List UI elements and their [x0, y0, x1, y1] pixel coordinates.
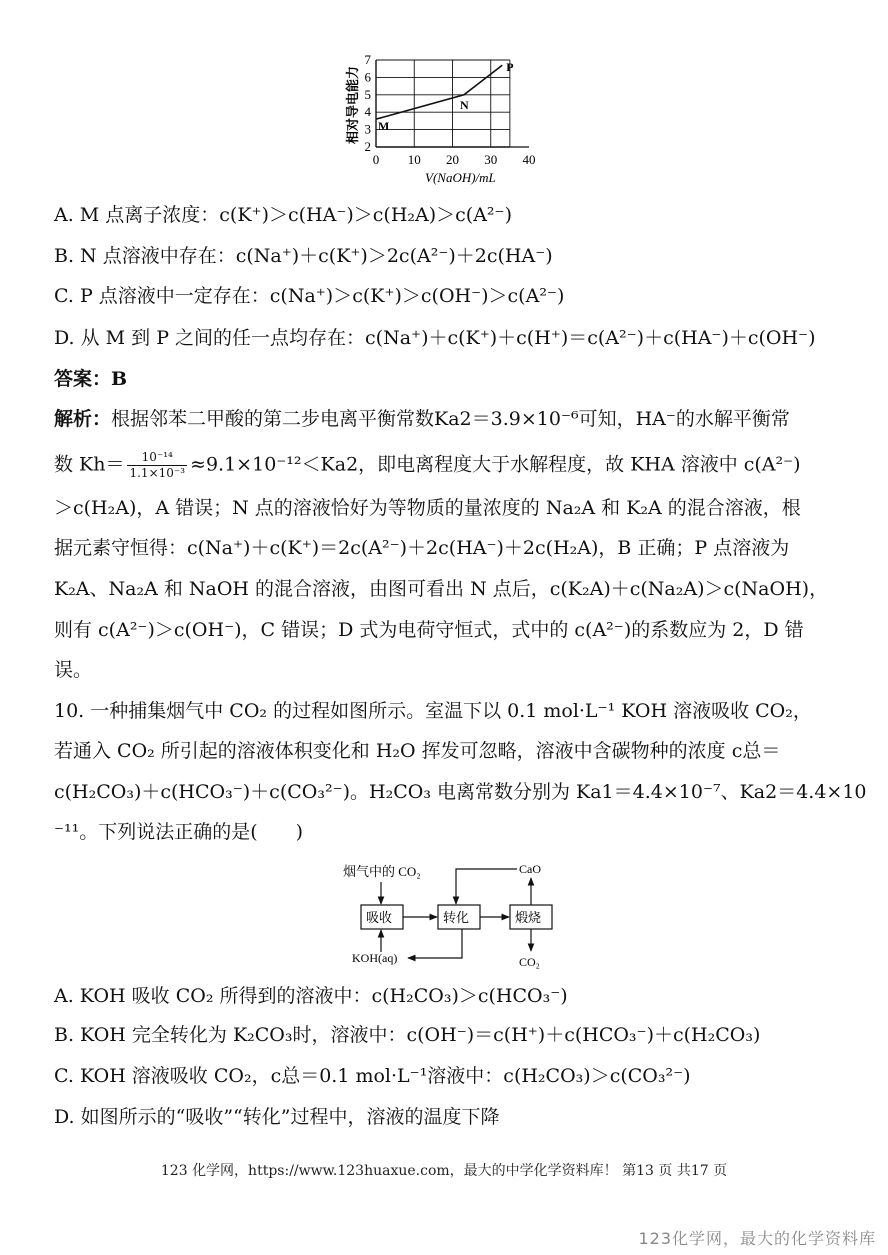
x-tick-label: 30 [484, 152, 498, 167]
kh-fraction [127, 450, 187, 481]
y-tick-label: 7 [364, 52, 371, 67]
chart-ylabel: 相对导电能力 [345, 65, 360, 144]
q9-option-b: B. N 点溶液中存在：c(Na⁺)＋c(K⁺)＞2c(A²⁻)＋2c(HA⁻) [54, 245, 553, 267]
cao-label: CaO [519, 862, 541, 876]
point-N-label: N [459, 97, 469, 112]
co2-label: CO₂ [519, 955, 540, 969]
analysis-line-7: 误。 [54, 659, 93, 681]
watermark: 123化学网，最大的化学资料库 [638, 1229, 876, 1248]
absorb-label: 吸收 [366, 910, 393, 925]
kh-numerator: 10⁻¹⁴ [127, 450, 187, 466]
q9-option-a: A. M 点离子浓度：c(K⁺)＞c(HA⁻)＞c(H₂A)＞c(A²⁻) [54, 204, 512, 226]
analysis-text-2a: 数 Kh＝ [54, 453, 125, 476]
analysis-line-4: 据元素守恒得：c(Na⁺)＋c(K⁺)＝2c(A²⁻)＋2c(HA⁻)＋2c(H₂A)，B 正确；P 点溶液为 [54, 537, 790, 559]
point-P-label: P [506, 60, 514, 75]
page-footer: 123 化学网，https://www.123huaxue.com，最大的中学化学资料库！ 第13 页 共17 页 [160, 1163, 728, 1179]
cao-to-convert-arrow [456, 869, 517, 904]
q10-option-c: C. KOH 溶液吸收 CO₂，c总＝0.1 mol·L⁻¹溶液中：c(H₂CO₃)＞c(CO₃²⁻) [54, 1065, 691, 1087]
q10-option-b: B. KOH 完全转化为 K₂CO₃时，溶液中：c(OH⁻)＝c(H⁺)＋c(HCO₃⁻)＋c(H₂CO₃) [54, 1024, 761, 1046]
x-tick-label: 20 [446, 152, 459, 167]
koh-label: KOH(aq) [352, 951, 398, 965]
answer-label: 答案： [54, 368, 112, 390]
analysis-line-1 [54, 406, 790, 432]
q9-option-d: D. 从 M 到 P 之间的任一点均存在：c(Na⁺)＋c(K⁺)＋c(H⁺)＝c(A²⁻)＋c(HA⁻)＋c(OH⁻) [54, 327, 816, 349]
q9-answer [54, 366, 127, 392]
analysis-line-3: ＞c(H₂A)，A 错误；N 点的溶液恰好为等物质的量浓度的 Na₂A 和 K₂A 的混合溶液，根 [54, 497, 801, 519]
analysis-line-2 [54, 450, 801, 481]
q10-stem-3: c(H₂CO₃)＋c(HCO₃⁻)＋c(CO₃²⁻)。H₂CO₃ 电离常数分别为 Ka1＝4.4×10⁻⁷、Ka2＝4.4×10 [54, 781, 867, 803]
q10-option-d: D. 如图所示的“吸收”“转化”过程中，溶液的温度下降 [54, 1106, 500, 1128]
analysis-line-5: K₂A、Na₂A 和 NaOH 的混合溶液，由图可看出 N 点后，c(K₂A)＋c(Na₂A)＞c(NaOH)， [54, 578, 829, 600]
analysis-line-6: 则有 c(A²⁻)＞c(OH⁻)，C 错误；D 式为电荷守恒式，式中的 c(A²⁻)的系数应为 2，D 错 [54, 619, 804, 641]
kh-denominator: 1.1×10⁻³ [129, 466, 186, 480]
calcine-label: 煅烧 [515, 910, 542, 925]
q10-stem-4: ⁻¹¹。下列说法正确的是( ) [54, 821, 304, 843]
y-tick-label: 6 [364, 69, 371, 85]
x-tick-label: 0 [372, 152, 380, 167]
conductivity-chart [0, 0, 888, 200]
q10-option-a: A. KOH 吸收 CO₂ 所得到的溶液中：c(H₂CO₃)＞c(HCO₃⁻) [54, 985, 568, 1007]
q10-stem-2: 若通入 CO₂ 所引起的溶液体积变化和 H₂O 挥发可忽略，溶液中含碳物种的浓度 c总＝ [54, 740, 781, 762]
y-tick-label: 5 [364, 86, 371, 102]
convert-label: 转化 [443, 910, 470, 925]
flue-gas-label: 烟气中的 CO₂ [343, 864, 421, 879]
y-tick-label: 4 [364, 104, 371, 120]
conductivity-line [376, 65, 502, 119]
analysis-label: 解析： [54, 408, 112, 430]
q10-stem-1: 10. 一种捕集烟气中 CO₂ 的过程如图所示。室温下以 0.1 mol·L⁻¹ KOH 溶液吸收 CO₂， [54, 700, 812, 722]
analysis-text-1: 根据邻苯二甲酸的第二步电离平衡常数Ka2＝3.9×10⁻⁶可知，HA⁻的水解平衡常 [111, 408, 790, 430]
convert-to-koh-arrow [408, 929, 462, 958]
x-tick-label: 10 [407, 152, 421, 167]
co2-capture-flow-diagram [0, 855, 888, 975]
y-tick-label: 2 [364, 139, 371, 154]
q9-option-c: C. P 点溶液中一定存在：c(Na⁺)＞c(K⁺)＞c(OH⁻)＞c(A²⁻) [54, 285, 565, 307]
point-M-label: M [378, 119, 390, 134]
answer-value: B [111, 368, 128, 390]
x-tick-label: 40 [522, 152, 536, 167]
y-tick-label: 3 [364, 121, 371, 137]
analysis-text-2b: ≈9.1×10⁻¹²＜Ka2，即电离程度大于水解程度，故 KHA 溶液中 c(A²⁻) [190, 453, 801, 476]
chart-xlabel: V(NaOH)/mL [425, 170, 496, 185]
